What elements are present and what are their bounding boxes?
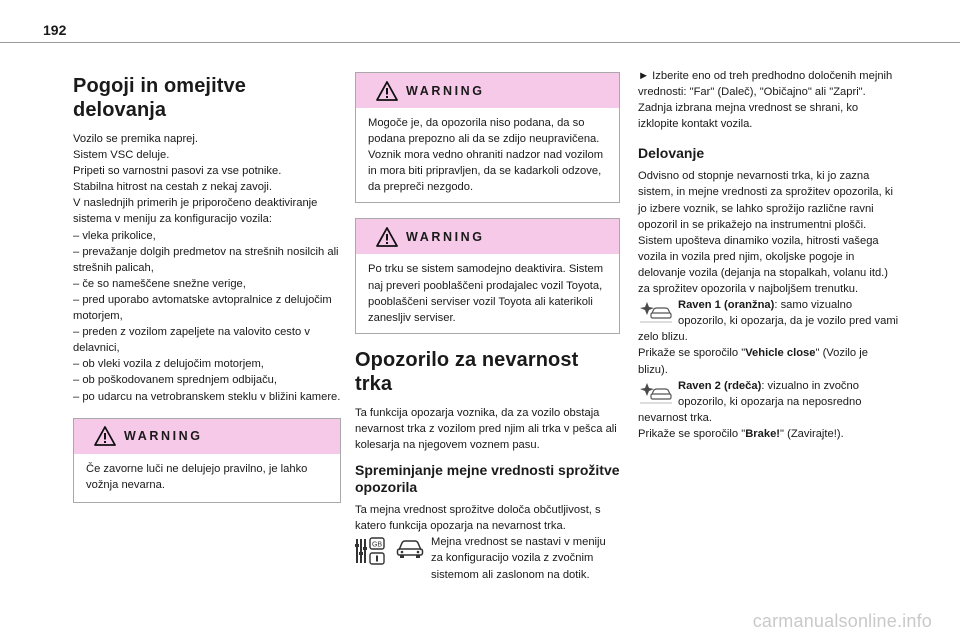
level-2-alert: Raven 2 (rdeča): vizualno in zvočno opozorilo, ki opozarja na neposredno nevarnost trka. Prikaže se sporočilo "Brake!" (Zavirajte!). <box>638 379 862 440</box>
warning-label: WARNING <box>124 429 203 444</box>
level-2-title: Raven 2 (rdeča) <box>678 379 762 392</box>
level-2-message: Brake! <box>745 427 781 440</box>
footer-watermark[interactable]: carmanualsonline.info <box>752 611 932 631</box>
operation-text: Odvisno od stopnje nevarnosti trka, ki jo zazna sistem, in mejne vrednosti za sprožitev opozorila, ki jo izbere voznik, se lahko sprožijo različne ravni opozoril in se prikažejo na instrumentni plošči. Sistem upošteva dinamiko vozila, hitrosti vašega vozila in vozila pred njim, okoljske pogoje in delovanje vozila (dejanja na stopalkah, volanu itd.) za sprožitev opozorila v najboljšem trenutku. <box>638 170 893 296</box>
threshold-text: Ta mejna vrednost sprožitve določa občutljivost, s katero funkcija opozarja na nevarnost trka. <box>355 504 601 533</box>
section-title-conditions: Pogoji in omejitve delovanja <box>73 75 246 121</box>
save-threshold-text: Zadnja izbrana mejna vrednost se shrani, ko izklopite kontakt vozila. <box>638 102 859 131</box>
warning-box-after-collision <box>355 218 620 333</box>
warning-box-late-alerts <box>355 72 620 203</box>
warning-label: WARNING <box>406 83 485 98</box>
subsection-title-operation: Delovanje <box>638 145 705 162</box>
level-1-title: Raven 1 (oranžna) <box>678 299 775 312</box>
header-divider <box>0 42 960 43</box>
warning-triangle-icon <box>376 81 398 101</box>
select-threshold-text: ► Izberite eno od treh predhodno določenih mejnih vrednosti: "Far" (Daleč), "Običajno" ali "Zapri". <box>638 70 893 99</box>
warning-label: WARNING <box>406 229 485 244</box>
page-number: 192 <box>43 22 67 38</box>
column-2 <box>355 72 620 583</box>
level-2-text: : vizualno in zvočno opozorilo, ki opozarja na neposredno nevarnost trka. <box>638 379 862 424</box>
menu-text: Mejna vrednost se nastavi v meniju za konfiguracijo vozila z zvočnim sistemom ali zaslonom na dotik. <box>431 536 606 581</box>
warning-box-brake-lights <box>73 418 341 503</box>
menu-instruction <box>355 536 620 582</box>
level-1-alert: Raven 1 (oranžna): samo vizualno opozorilo, ki opozarja, da je vozilo pred vami zelo blizu. Prikaže se sporočilo "Vehicle close" (Vozilo je blizu). <box>638 299 899 376</box>
warning-triangle-icon <box>94 426 116 446</box>
warning-text: Če zavorne luči ne delujejo pravilno, je lahko vožnja nevarna. <box>86 462 308 491</box>
column-1 <box>73 74 341 503</box>
collision-alert-red-icon <box>638 380 674 406</box>
audio-touchscreen-menu-icon <box>355 536 389 566</box>
warning-text: Mogoče je, da opozorila niso podana, da so podana prepozno ali da se zdijo neupravičena. Voznik mora vedno ohraniti nadzor nad vozilom in mora biti pripravljen, da se kadarkoli odzove, da prepreči nezgodo. <box>368 117 604 194</box>
level-1-message: Vehicle close <box>745 347 816 360</box>
collision-alert-orange-icon <box>638 299 674 325</box>
menu-icon-badge: GB <box>371 541 383 549</box>
warning-text: Po trku se sistem samodejno deaktivira. Sistem naj preveri pooblaščeni prodajalec vozil Toyota, pooblaščeni serviser vozil Toyota ali katerikoli zanesljiv serviser. <box>368 263 604 324</box>
conditions-text: Vozilo se premika naprej. Sistem VSC deluje. Pripeti so varnostni pasovi za vse potnike. Stabilna hitrost na cestah z nekaj zavoji. V naslednjih primerih je priporočeno deaktiviranje sistema v meniju za konfiguracijo vozila: – vleka prikolice, – prevažanje dolgih predmetov na strešnih nosilcih ali strešnih palicah, – če so nameščene snežne verige, – pred uporabo avtomatske avtopralnice z delujočim motorjem, – preden z vozilom zapeljete na valovito cesto v delavnici, – ob vleki vozila z delujočim motorjem, – ob poškodovanem sprednjem odbijaču, – po udarcu na vetrobranskem steklu v bližini kamere. <box>73 133 341 403</box>
subsection-title-threshold: Spreminjanje mejne vrednosti sprožitve opozorila <box>355 462 620 496</box>
column-3 <box>638 68 900 442</box>
car-settings-icon <box>395 536 425 560</box>
section-title-collision-warning: Opozorilo za nevarnost trka <box>355 348 579 395</box>
collision-intro-text: Ta funkcija opozarja voznika, da za vozilo obstaja nevarnost trka z vozilom pred njim ali trka v pešca ali kolesarja na njegovem voznem pasu. <box>355 406 617 452</box>
level-1-text: : samo vizualno opozorilo, ki opozarja, da je vozilo pred vami zelo blizu. <box>638 299 899 344</box>
warning-triangle-icon <box>376 227 398 247</box>
